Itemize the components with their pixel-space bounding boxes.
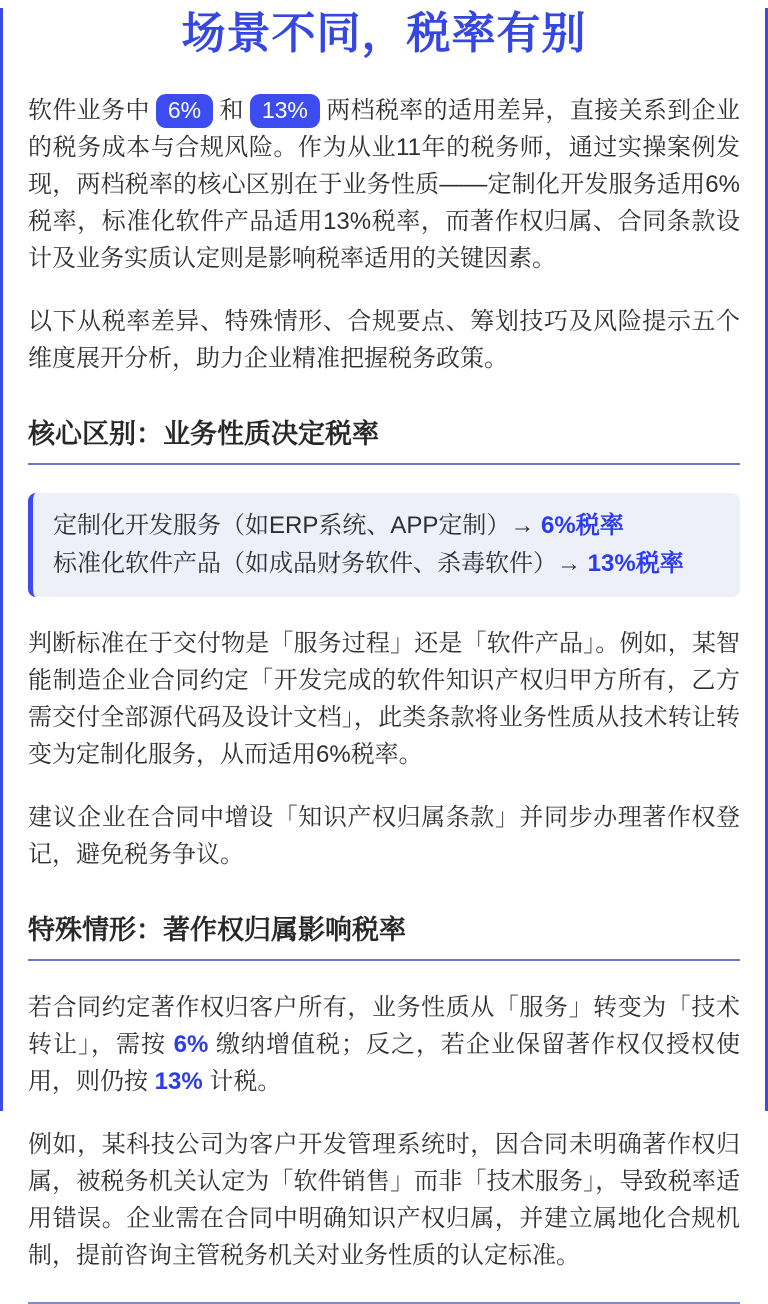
article-title: 场景不同，税率有别 — [181, 9, 587, 58]
article-page — [0, 8, 768, 1269]
tax-rate-badge: 6% — [156, 94, 213, 128]
text-segment: 软件业务中 — [28, 97, 150, 124]
core-paragraph-1 — [28, 625, 740, 773]
intro-paragraph-2 — [28, 303, 740, 377]
text-segment: 两档税率的适用差异，直接关系到企业的税务成本与合规风险。作为从业11年的税务师，通过实操案例发现，两档税率的核心区别在于业务性质——定制化开发服务适用6%税率，标准化软件产品适用13%税率，而著作权归属、合同条款设计及业务实质认定则是影响税率适用的关键因素。 — [28, 97, 741, 272]
text-segment: 建议企业在合同中增设「知识产权归属条款」并同步办理著作权登记，避免税务争议。 — [28, 804, 740, 868]
text-segment: 定制化开发服务（如ERP系统、APP定制）→ — [53, 512, 542, 539]
text-segment: 标准化软件产品（如成品财务软件、杀毒软件）→ — [53, 550, 588, 577]
section-heading-core-difference: 核心区别：业务性质决定税率 — [28, 419, 379, 449]
tax-rate-badge: 13% — [250, 94, 320, 128]
text-segment: 和 — [219, 97, 244, 124]
core-paragraph-2 — [28, 799, 740, 873]
intro-paragraph-1 — [28, 92, 740, 277]
heading-rule — [28, 959, 740, 961]
text-segment: 判断标准在于交付物是「服务过程」还是「软件产品」。例如，某智能制造企业合同约定「开发完成的软件知识产权归甲方所有，乙方需交付全部源代码及设计文档」，此类条款将业务性质从技术转让转变为定制化服务，从而适用6%税率。 — [28, 630, 740, 768]
text-segment: 例如，某科技公司为客户开发管理系统时，因合同未明确著作权归属，被税务机关认定为「软件销售」而非「技术服务」，导致税率适用错误。企业需在合同中明确知识产权归属，并建立属地化合规机制，提前咨询主管税务机关对业务性质的认定标准。 — [28, 1131, 740, 1269]
callout-line-standard-product — [53, 545, 720, 583]
tax-rate-highlight: 6%税率 — [541, 512, 624, 539]
heading-rule — [28, 463, 740, 465]
text-segment: 计税。 — [202, 1068, 282, 1095]
text-segment: 若合同约定著作权归客户所有，业务性质从「服务」转变为「技术转让」，需按 — [28, 994, 740, 1058]
special-paragraph-2 — [28, 1126, 740, 1274]
tax-rate-highlight: 13%税率 — [587, 550, 684, 577]
text-segment: 以下从税率差异、特殊情形、合规要点、筹划技巧及风险提示五个维度展开分析，助力企业精准把握税务政策。 — [28, 308, 740, 372]
text-segment: 缴纳增值税；反之，若企业保留著作权仅授权使用，则仍按 — [28, 1031, 741, 1095]
tax-rate-highlight: 6% — [173, 1031, 209, 1058]
tax-rate-highlight: 13% — [154, 1068, 203, 1095]
callout-line-custom-service — [53, 507, 720, 545]
section-heading-special-case: 特殊情形：著作权归属影响税率 — [28, 915, 406, 945]
special-paragraph-1 — [28, 989, 740, 1100]
rate-callout — [28, 493, 740, 597]
